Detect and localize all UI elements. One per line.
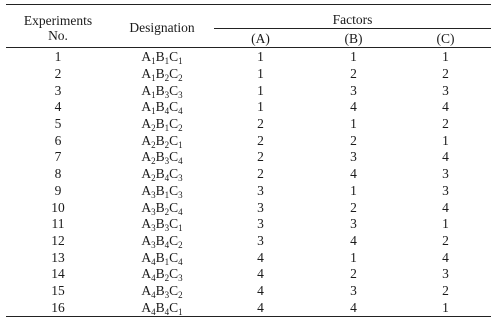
designation-factor-letter: C xyxy=(169,216,179,232)
designation-factor-letter: C xyxy=(169,232,179,248)
designation-factor-letter: A xyxy=(141,282,152,298)
cell-factor-c: 1 xyxy=(442,49,449,65)
designation-level-subscript: 1 xyxy=(164,189,170,200)
cell-factor-c: 4 xyxy=(442,199,449,215)
table-row xyxy=(6,82,491,99)
cell-designation xyxy=(110,66,214,83)
cell-experiment-no: 2 xyxy=(54,66,62,82)
designation-factor-letter: A xyxy=(141,66,152,82)
designation-factor-letter: A xyxy=(141,266,152,282)
designation-factor-letter: C xyxy=(169,249,179,265)
designation-factor-letter: A xyxy=(141,49,152,65)
cell-factor-c: 2 xyxy=(442,116,449,132)
designation-factor-letter: A xyxy=(141,232,152,248)
cell-designation xyxy=(110,233,214,250)
cell-designation xyxy=(110,249,214,266)
table-row xyxy=(6,116,491,133)
table-row xyxy=(6,199,491,216)
designation-level-subscript: 4 xyxy=(178,206,183,217)
designation-level-subscript: 3 xyxy=(151,206,156,217)
designation-factor-letter: C xyxy=(169,132,179,148)
cell-experiment-no: 9 xyxy=(54,182,62,198)
cell-factor-b: 4 xyxy=(350,99,357,115)
header-factors xyxy=(214,5,491,29)
designation-factor-letter: B xyxy=(155,132,165,148)
experiment-design-table xyxy=(6,4,491,317)
designation-level-subscript: 3 xyxy=(178,273,183,284)
designation-level-subscript: 3 xyxy=(164,156,170,167)
cell-factor-b: 3 xyxy=(350,282,357,298)
designation-factor-letter: C xyxy=(169,99,179,115)
designation-level-subscript: 4 xyxy=(178,106,183,117)
cell-designation xyxy=(110,299,214,316)
designation-factor-letter: A xyxy=(141,99,152,115)
table-row xyxy=(6,266,491,283)
cell-experiment-no: 4 xyxy=(54,99,62,115)
designation-level-subscript: 2 xyxy=(164,73,170,84)
designation-factor-letter: A xyxy=(141,149,152,165)
designation-level-subscript: 4 xyxy=(151,289,156,300)
designation-level-subscript: 1 xyxy=(151,56,156,67)
cell-factor-b: 1 xyxy=(350,116,357,132)
cell-experiment-no: 3 xyxy=(54,82,62,98)
cell-factor-b: 1 xyxy=(350,49,357,65)
designation-level-subscript: 3 xyxy=(178,189,183,200)
designation-factor-letter: B xyxy=(155,282,165,298)
designation-level-subscript: 4 xyxy=(151,273,156,284)
designation-factor-letter: C xyxy=(169,299,179,315)
designation-level-subscript: 2 xyxy=(178,239,183,250)
designation-level-subscript: 3 xyxy=(164,223,170,234)
cell-factor-b: 2 xyxy=(350,199,357,215)
designation-factor-letter: B xyxy=(155,216,165,232)
header-factor-c: (C) xyxy=(400,29,491,48)
header-factor-b: (B) xyxy=(307,29,400,48)
cell-factor-a: 3 xyxy=(257,216,264,232)
designation-factor-letter: C xyxy=(169,116,179,132)
designation-level-subscript: 4 xyxy=(164,239,170,250)
designation-level-subscript: 4 xyxy=(178,156,183,167)
designation-level-subscript: 2 xyxy=(164,139,170,150)
cell-experiment-no: 15 xyxy=(51,282,65,298)
cell-factor-a: 1 xyxy=(257,99,264,115)
table-row xyxy=(6,149,491,166)
cell-designation xyxy=(110,149,214,166)
designation-level-subscript: 1 xyxy=(178,139,183,150)
designation-level-subscript: 2 xyxy=(178,73,183,84)
cell-experiment-no: 12 xyxy=(51,232,65,248)
cell-factor-a: 4 xyxy=(257,249,264,265)
designation-factor-letter: A xyxy=(141,216,152,232)
designation-factor-letter: A xyxy=(141,166,152,182)
designation-level-subscript: 2 xyxy=(151,139,156,150)
table-row xyxy=(6,48,491,66)
designation-level-subscript: 4 xyxy=(164,173,170,184)
cell-factor-c: 3 xyxy=(442,82,449,98)
header-experiments-no xyxy=(6,5,110,48)
cell-factor-b: 4 xyxy=(350,232,357,248)
designation-level-subscript: 2 xyxy=(178,289,183,300)
cell-experiment-no: 11 xyxy=(51,216,65,232)
cell-factor-a: 2 xyxy=(257,116,264,132)
designation-level-subscript: 1 xyxy=(178,223,183,234)
designation-level-subscript: 1 xyxy=(151,89,156,100)
cell-factor-c: 2 xyxy=(442,282,449,298)
designation-level-subscript: 2 xyxy=(164,206,170,217)
cell-factor-c: 1 xyxy=(400,299,491,316)
designation-factor-letter: A xyxy=(141,116,152,132)
cell-factor-b: 2 xyxy=(350,132,357,148)
designation-factor-letter: C xyxy=(169,199,179,215)
table-row xyxy=(6,216,491,233)
cell-factor-c: 4 xyxy=(442,99,449,115)
designation-level-subscript: 3 xyxy=(164,89,170,100)
cell-designation xyxy=(110,199,214,216)
table-row xyxy=(6,283,491,300)
cell-designation xyxy=(110,48,214,66)
designation-factor-letter: A xyxy=(141,299,152,315)
designation-factor-letter: B xyxy=(155,116,165,132)
designation-level-subscript: 3 xyxy=(178,173,183,184)
cell-factor-b: 2 xyxy=(350,266,357,282)
cell-designation xyxy=(110,266,214,283)
cell-factor-c: 3 xyxy=(442,266,449,282)
cell-designation xyxy=(110,82,214,99)
designation-level-subscript: 2 xyxy=(178,123,183,134)
cell-factor-c: 3 xyxy=(442,166,449,182)
designation-factor-letter: B xyxy=(155,66,165,82)
designation-level-subscript: 1 xyxy=(164,56,170,67)
cell-factor-a: 3 xyxy=(257,199,264,215)
cell-factor-a: 2 xyxy=(257,149,264,165)
designation-factor-letter: B xyxy=(155,82,165,98)
table-row xyxy=(6,99,491,116)
designation-level-subscript: 3 xyxy=(151,239,156,250)
cell-experiment-no: 13 xyxy=(51,249,65,265)
cell-factor-a: 2 xyxy=(257,166,264,182)
designation-factor-letter: C xyxy=(169,266,179,282)
cell-experiment-no: 8 xyxy=(54,166,62,182)
designation-factor-letter: A xyxy=(141,132,152,148)
cell-factor-a: 1 xyxy=(257,66,264,82)
designation-level-subscript: 2 xyxy=(151,173,156,184)
designation-level-subscript: 1 xyxy=(164,256,170,267)
designation-level-subscript: 1 xyxy=(151,73,156,84)
cell-experiment-no: 7 xyxy=(54,149,62,165)
cell-designation xyxy=(110,216,214,233)
cell-factor-b: 3 xyxy=(350,82,357,98)
cell-designation xyxy=(110,166,214,183)
cell-factor-b: 1 xyxy=(350,249,357,265)
designation-factor-letter: A xyxy=(141,82,152,98)
designation-factor-letter: C xyxy=(169,82,179,98)
designation-factor-letter: B xyxy=(155,166,165,182)
cell-factor-a: 3 xyxy=(257,232,264,248)
cell-experiment-no: 5 xyxy=(54,116,62,132)
designation-level-subscript: 4 xyxy=(164,306,170,317)
cell-factor-a: 3 xyxy=(257,182,264,198)
header-experiments: Experiments xyxy=(23,12,93,28)
cell-factor-b: 1 xyxy=(350,182,357,198)
designation-factor-letter: B xyxy=(155,232,165,248)
designation-level-subscript: 1 xyxy=(151,106,156,117)
designation-factor-letter: B xyxy=(155,249,165,265)
cell-factor-a: 4 xyxy=(257,282,264,298)
table-row xyxy=(6,249,491,266)
cell-factor-a: 4 xyxy=(214,299,307,316)
designation-factor-letter: A xyxy=(141,182,152,198)
designation-level-subscript: 3 xyxy=(151,223,156,234)
table-row xyxy=(6,166,491,183)
designation-level-subscript: 4 xyxy=(151,306,156,317)
cell-factor-c: 1 xyxy=(442,216,449,232)
designation-factor-letter: C xyxy=(169,66,179,82)
cell-designation xyxy=(110,183,214,200)
cell-factor-a: 1 xyxy=(257,82,264,98)
cell-designation xyxy=(110,116,214,133)
designation-factor-letter: A xyxy=(141,249,152,265)
cell-experiment-no: 16 xyxy=(6,299,110,316)
designation-level-subscript: 4 xyxy=(178,256,183,267)
designation-level-subscript: 2 xyxy=(151,156,156,167)
table-row xyxy=(6,132,491,149)
table-row xyxy=(6,299,491,316)
cell-factor-a: 1 xyxy=(257,49,264,65)
designation-level-subscript: 2 xyxy=(164,273,170,284)
table-row xyxy=(6,66,491,83)
header-designation: Designation xyxy=(110,5,214,48)
designation-factor-letter: B xyxy=(155,182,165,198)
cell-experiment-no: 6 xyxy=(54,132,62,148)
cell-factor-c: 1 xyxy=(442,132,449,148)
designation-level-subscript: 3 xyxy=(178,89,183,100)
designation-level-subscript: 1 xyxy=(164,123,170,134)
cell-experiment-no: 10 xyxy=(51,199,65,215)
cell-factor-c: 2 xyxy=(442,232,449,248)
cell-designation xyxy=(110,132,214,149)
designation-factor-letter: B xyxy=(155,266,165,282)
designation-factor-letter: B xyxy=(155,149,165,165)
cell-factor-a: 4 xyxy=(257,266,264,282)
header-no: No. xyxy=(48,27,68,43)
cell-factor-b: 4 xyxy=(307,299,400,316)
designation-factor-letter: C xyxy=(169,149,179,165)
cell-factor-b: 4 xyxy=(350,166,357,182)
cell-experiment-no: 1 xyxy=(54,49,62,65)
header-factor-a: (A) xyxy=(214,29,307,48)
table-row xyxy=(6,183,491,200)
designation-level-subscript: 2 xyxy=(151,123,156,134)
cell-designation xyxy=(110,99,214,116)
cell-designation xyxy=(110,283,214,300)
cell-factor-c: 2 xyxy=(442,66,449,82)
designation-factor-letter: C xyxy=(169,182,179,198)
cell-factor-b: 3 xyxy=(350,216,357,232)
designation-factor-letter: B xyxy=(155,299,165,315)
designation-factor-letter: B xyxy=(155,99,165,115)
cell-factor-c: 4 xyxy=(442,149,449,165)
designation-level-subscript: 4 xyxy=(151,256,156,267)
cell-factor-c: 4 xyxy=(442,249,449,265)
designation-factor-letter: C xyxy=(169,49,179,65)
designation-factor-letter: B xyxy=(155,49,165,65)
header-factors-label: Factors xyxy=(332,12,373,27)
designation-factor-letter: A xyxy=(141,199,152,215)
cell-factor-c: 3 xyxy=(442,182,449,198)
cell-factor-a: 2 xyxy=(257,132,264,148)
cell-factor-b: 2 xyxy=(350,66,357,82)
cell-factor-b: 3 xyxy=(350,149,357,165)
designation-level-subscript: 4 xyxy=(164,106,170,117)
designation-level-subscript: 1 xyxy=(178,306,183,317)
cell-experiment-no: 14 xyxy=(51,266,65,282)
designation-factor-letter: C xyxy=(169,166,179,182)
designation-level-subscript: 3 xyxy=(151,189,156,200)
table-body xyxy=(6,48,491,317)
table-row xyxy=(6,233,491,250)
designation-factor-letter: C xyxy=(169,282,179,298)
designation-level-subscript: 1 xyxy=(178,56,183,67)
designation-level-subscript: 3 xyxy=(164,289,170,300)
designation-factor-letter: B xyxy=(155,199,165,215)
